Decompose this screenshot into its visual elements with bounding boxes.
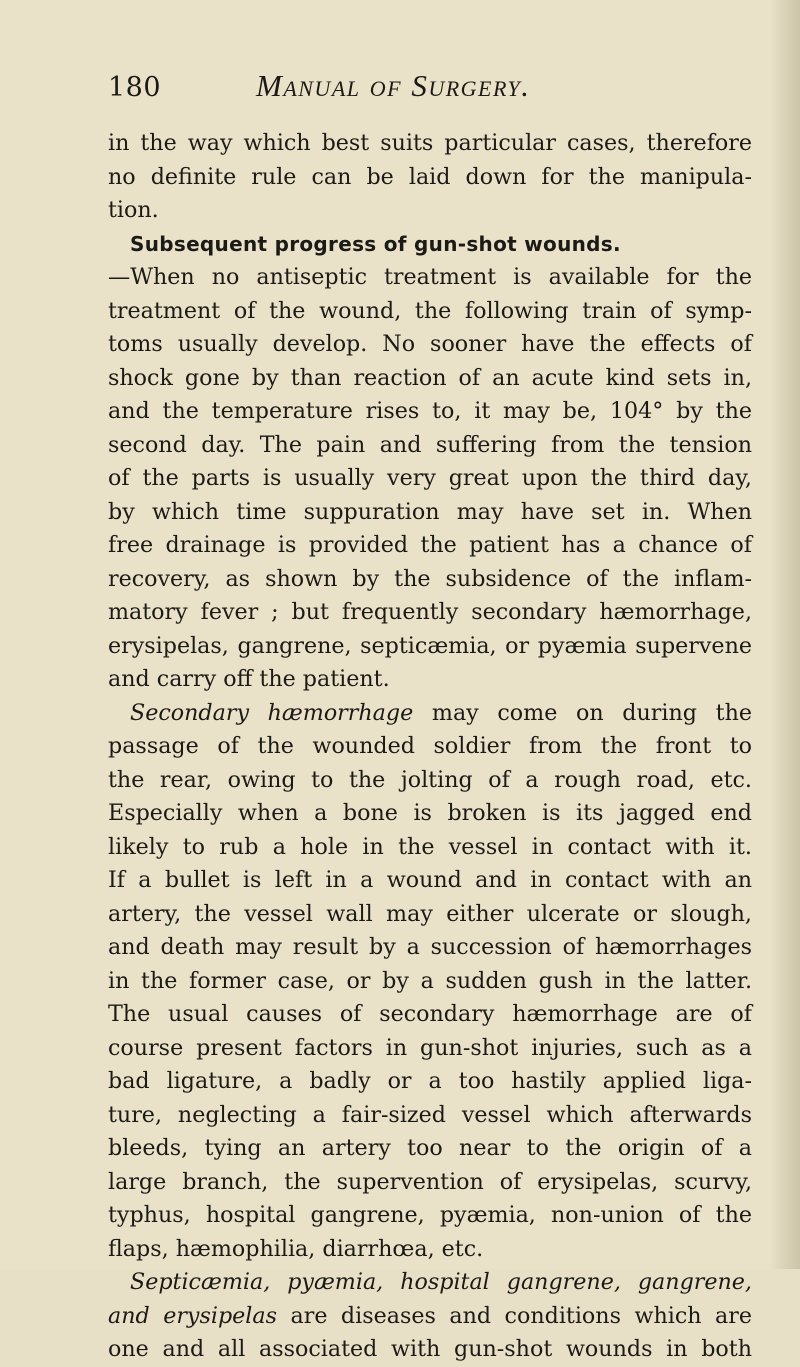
section-heading-line (108, 228, 752, 262)
text-line: shock gone by than reaction of an acute kind sets in, (108, 364, 752, 391)
text-line: Especially when a bone is broken is its jagged end (108, 800, 752, 826)
italic-term: and erysipelas (108, 1302, 277, 1329)
text-line: flaps, hæmophilia, diarrhœa, etc. (108, 1235, 484, 1262)
text-run: may come on during the (413, 699, 752, 726)
text-line: artery, the vessel wall may either ulcerate or slough, (108, 900, 752, 927)
italic-term: Secondary hæmorrhage (130, 699, 414, 726)
text-line: second day. The pain and suffering from the tension (108, 431, 752, 458)
text-line: and carry off the patient. (108, 666, 390, 692)
text-line: the rear, owing to the jolting of a rough road, etc. (108, 766, 752, 793)
text-line: erysipelas, gangrene, septicæmia, or pyæmia supervene (108, 632, 752, 659)
text-line: The usual causes of secondary hæmorrhage are of (108, 1001, 752, 1027)
text-line: no definite rule can be laid down for the manipula- (108, 163, 752, 190)
text-line: treatment of the wound, the following train of symp- (108, 297, 752, 324)
text-line: of the parts is usually very great upon the third day, (108, 465, 752, 491)
text-line: typhus, hospital gangrene, pyæmia, non-union of the (108, 1202, 752, 1228)
text-line: likely to rub a hole in the vessel in contact with it. (108, 833, 752, 860)
text-run: are diseases and conditions which are (277, 1302, 752, 1329)
text-line: one and all associated with gun-shot wounds in both (108, 1336, 752, 1362)
page-header (108, 68, 728, 112)
text-line: passage of the wounded soldier from the front to (108, 733, 752, 759)
text-line (108, 1300, 752, 1334)
text-line: and the temperature rises to, it may be, 104° by the (108, 398, 752, 424)
text-line: in the way which best suits particular cases, therefore (108, 130, 752, 156)
italic-term: Septicæmia, pyæmia, hospital gangrene, gangrene, (130, 1269, 752, 1295)
text-line: —When no antiseptic treatment is available for the (108, 264, 752, 290)
page-number: 180 (108, 72, 162, 103)
running-title: Manual of Surgery. (256, 68, 531, 103)
text-line: recovery, as shown by the subsidence of the inflam- (108, 565, 752, 592)
text-line (108, 697, 752, 731)
body-text (108, 127, 752, 1367)
page-edge-shadow (770, 0, 800, 1269)
text-line: by which time suppuration may have set in. When (108, 498, 752, 525)
text-line: free drainage is provided the patient has a chance of (108, 532, 752, 558)
text-line: course present factors in gun-shot injuries, such as a (108, 1034, 752, 1061)
text-line: and death may result by a succession of hæmorrhages (108, 934, 752, 960)
text-line: toms usually develop. No sooner have the effects of (108, 331, 752, 357)
text-line: bleeds, tying an artery too near to the origin of a (108, 1135, 752, 1161)
text-line: ture, neglecting a fair-sized vessel which afterwards (108, 1101, 752, 1128)
text-line (108, 1266, 752, 1300)
text-line: matory fever ; but frequently secondary hæmorrhage, (108, 599, 752, 625)
text-line: large branch, the supervention of erysipelas, scurvy, (108, 1168, 752, 1195)
text-line: bad ligature, a badly or a too hastily applied liga- (108, 1068, 752, 1094)
text-line: in the former case, or by a sudden gush in the latter. (108, 967, 752, 994)
text-line: If a bullet is left in a wound and in contact with an (108, 867, 752, 893)
section-heading: Subsequent progress of gun-shot wounds. (130, 231, 621, 256)
text-line: tion. (108, 197, 159, 223)
